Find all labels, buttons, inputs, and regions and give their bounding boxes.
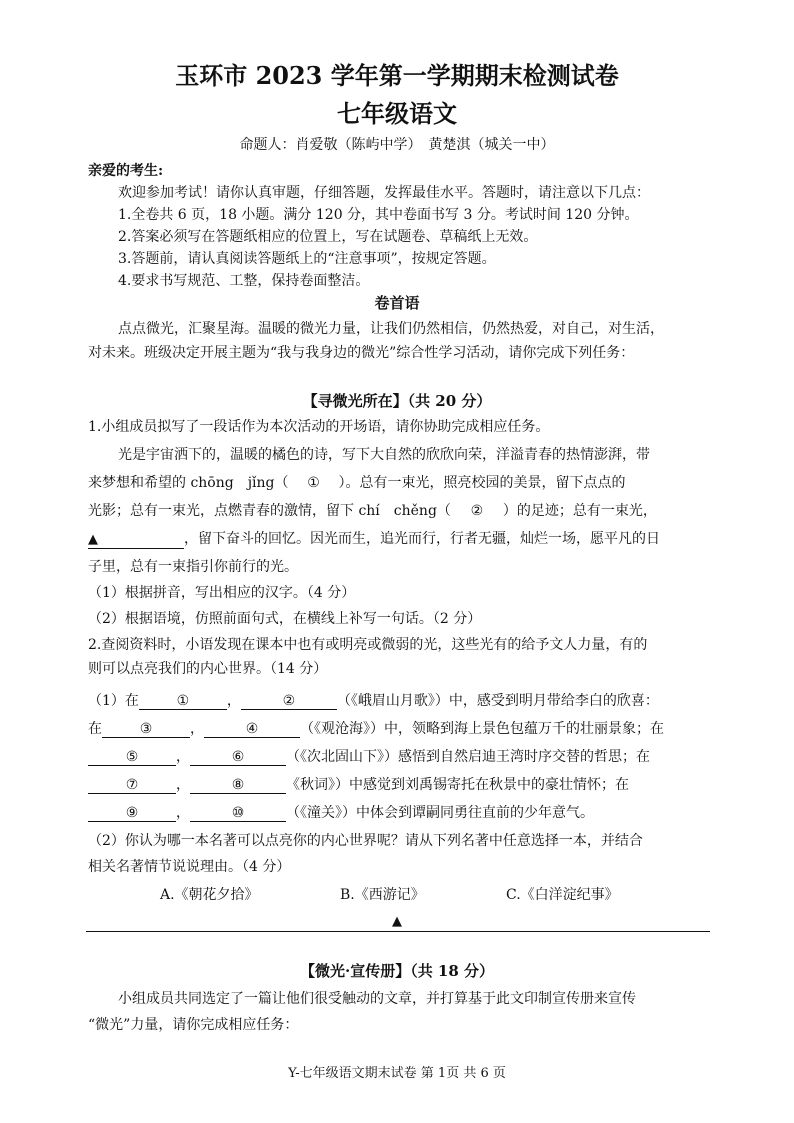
fill-text: ，	[190, 721, 204, 737]
fill-text: （《次北固山下》）感悟到自然启迪王湾时序交替的哲思；在	[286, 749, 650, 765]
passage-text: 光影；总有一束光，点燃青春的激情，留下 chí chěng（	[88, 503, 451, 519]
passage-text: 来梦想和希望的 chōng jǐng（	[88, 475, 289, 491]
fill-blank-5: ⑤	[88, 749, 176, 766]
exam-subtitle: 七年级语文	[337, 99, 457, 128]
welcome-text: 欢迎参加考试！请你认真审题，仔细答题，发挥最佳水平。答题时，请注意以下几点：	[118, 185, 650, 201]
q2-2-line-2: 相关名著情节说说理由。（4 分）	[88, 859, 291, 875]
preface-heading: 卷首语	[374, 294, 420, 312]
preface-line-1: 点点微光，汇聚星海。温暖的微光力量，让我们仍然相信，仍然热爱，对自己，对生活，	[118, 321, 664, 337]
page-footer: Y-七年级语文期末试卷 第 1页 共 6 页	[288, 1066, 506, 1081]
passage-line-5: 子里，总有一束指引你前行的光。	[88, 559, 298, 575]
answer-blank-line	[88, 531, 184, 549]
fill-row-5	[88, 802, 594, 822]
fill-text: 《秋词》）中感觉到刘禹锡寄托在秋景中的豪壮情怀；在	[286, 777, 629, 793]
fill-blank-2: ②	[241, 693, 337, 710]
fill-text: （《峨眉山月歌》）中，感受到明月带给李白的欣喜：	[336, 693, 659, 709]
fill-row-3	[88, 746, 650, 766]
passage-line-4	[88, 528, 660, 549]
passage-line-1: 光是宇宙洒下的，温暖的橘色的诗，写下大自然的欣欣向荣，洋溢青春的热情澎湃，带	[118, 447, 650, 463]
exam-title: 玉环市 2023 学年第一学期期末检测试卷	[175, 61, 619, 90]
section-divider	[86, 931, 710, 932]
fill-text: （《潼关》）中体会到谭嗣同勇往直前的少年意气。	[286, 805, 594, 821]
fill-text: ，	[176, 777, 190, 793]
q1-sub-1: （1）根据拼音，写出相应的汉字。（4 分）	[88, 585, 356, 601]
q2-2-line-1: （2）你认为哪一本名著可以点亮你的内心世界呢？请从下列名著中任意选择一本，并结合	[88, 833, 643, 849]
fill-row-2	[88, 718, 664, 738]
fill-text: 在	[88, 721, 102, 737]
passage-line-3	[88, 500, 657, 520]
rule-1: 1.全卷共 6 页，18 小题。满分 120 分，其中卷面书写 3 分。考试时间 120 分钟。	[118, 207, 639, 223]
greeting: 亲爱的考生:	[88, 163, 164, 179]
exam-authors: 命题人：肖爱敬（陈屿中学） 黄楚淇（城关一中）	[239, 137, 555, 153]
fill-blank-8: ⑧	[190, 777, 286, 794]
fill-text: （1）在	[88, 693, 139, 709]
q1-sub-2: （2）根据语境，仿照前面句式，在横线上补写一句话。（2 分）	[88, 611, 482, 627]
book-option-c: C.《白洋淀纪事》	[506, 887, 619, 903]
fill-blank-6: ⑥	[190, 749, 286, 766]
triangle-marker-icon: ▲	[392, 914, 402, 929]
fill-blank-7: ⑦	[88, 777, 176, 794]
passage-text: ）。总有一束光，照亮校园的美景，留下点点的	[338, 475, 626, 491]
fill-text: ，	[176, 749, 190, 765]
fill-text: ，	[226, 693, 241, 709]
fill-blank-3: ③	[102, 721, 190, 738]
passage-text: ）的足迹；总有一束光，	[502, 503, 657, 519]
section1-heading: 【寻微光所在】（共 20 分）	[302, 392, 492, 410]
fill-row-1	[88, 690, 659, 710]
fill-blank-9: ⑨	[88, 805, 176, 822]
fill-text: （《观沧海》）中，领略到海上景色包蕴万千的壮丽景象；在	[300, 721, 664, 737]
fill-blank-10: ⑩	[190, 805, 286, 822]
section2-line-2: “微光”力量，请你完成相应任务：	[88, 1017, 299, 1033]
q1-prompt: 1.小组成员拟写了一段话作为本次活动的开场语，请你协助完成相应任务。	[88, 419, 550, 435]
fill-blank-4: ④	[204, 721, 300, 738]
section2-line-1: 小组成员共同选定了一篇让他们很受触动的文章，并打算基于此文印制宣传册来宣传	[118, 991, 636, 1007]
q2-line-2: 则可以点亮我们的内心世界。（14 分）	[88, 661, 328, 677]
fill-blank-1: ①	[139, 693, 227, 710]
q2-line-1: 2.查阅资料时，小语发现在课本中也有或明亮或微弱的光，这些光有的给予文人力量，有的	[88, 637, 648, 653]
section2-heading: 【微光·宣传册】（共 18 分）	[299, 962, 495, 980]
fill-row-4	[88, 774, 629, 794]
rule-2: 2.答案必须写在答题纸相应的位置上，写在试题卷、草稿纸上无效。	[118, 229, 538, 245]
book-option-a: A.《朝花夕拾》	[160, 887, 259, 903]
passage-text: ，留下奋斗的回忆。因光而生，追光而行，行者无疆，灿烂一场，愿平凡的日	[184, 531, 660, 547]
passage-line-2	[88, 472, 626, 492]
blank-marker-2: ②	[470, 503, 484, 519]
rule-4: 4.要求书写规范、工整，保持卷面整洁。	[118, 273, 370, 289]
triangle-marker-icon: ▲	[88, 532, 98, 547]
book-option-b: B.《西游记》	[340, 887, 425, 903]
blank-marker-1: ①	[307, 475, 320, 491]
rule-3: 3.答题前，请认真阅读答题纸上的“注意事项”，按规定答题。	[118, 251, 496, 267]
preface-line-2: 对未来。班级决定开展主题为“我与我身边的微光”综合性学习活动，请你完成下列任务：	[88, 345, 635, 361]
fill-text: ，	[176, 805, 190, 821]
